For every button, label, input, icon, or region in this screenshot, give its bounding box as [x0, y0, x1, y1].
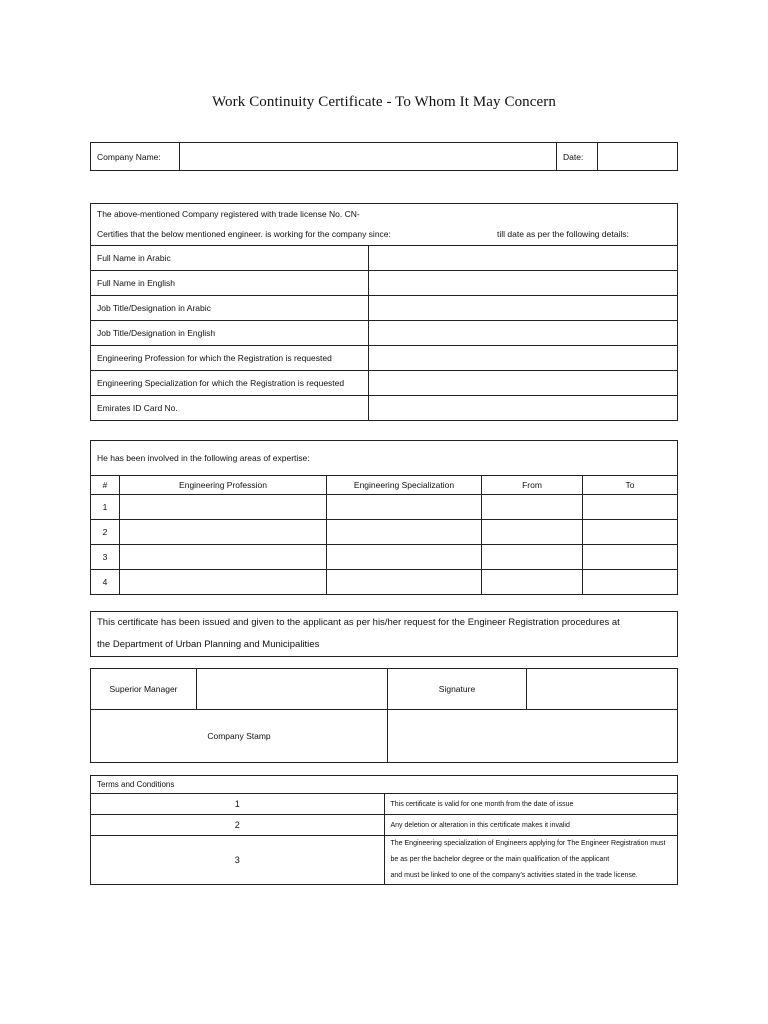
- issued-line-2: the Department of Urban Planning and Municipalities: [97, 639, 320, 650]
- issued-statement: [90, 611, 678, 657]
- specialization-cell[interactable]: [327, 545, 482, 570]
- to-cell[interactable]: [583, 570, 678, 595]
- term-number: 1: [91, 794, 385, 815]
- company-stamp-field[interactable]: [388, 710, 678, 763]
- specialization-cell[interactable]: [327, 520, 482, 545]
- company-name-field[interactable]: [180, 143, 557, 171]
- column-header: #: [91, 476, 120, 495]
- table-row: [91, 815, 678, 836]
- table-row: [91, 321, 678, 346]
- column-header: To: [583, 476, 678, 495]
- expertise-table: [90, 475, 678, 595]
- table-row: [91, 296, 678, 321]
- term-number: 2: [91, 815, 385, 836]
- page-title: Work Continuity Certificate - To Whom It May Concern: [212, 94, 556, 110]
- profession-cell[interactable]: [120, 495, 327, 520]
- profession-cell[interactable]: [120, 545, 327, 570]
- column-header: Engineering Specialization: [327, 476, 482, 495]
- field-input[interactable]: [369, 296, 678, 321]
- field-label: Job Title/Designation in English: [91, 321, 369, 346]
- from-cell[interactable]: [482, 570, 583, 595]
- row-number: 2: [91, 520, 120, 545]
- field-input[interactable]: [369, 271, 678, 296]
- engineer-intro: [90, 203, 678, 246]
- signature-label: Signature: [388, 669, 527, 710]
- field-label: Engineering Specialization for which the Registration is requested: [91, 371, 369, 396]
- company-info-table: [90, 142, 678, 171]
- table-row: [91, 794, 678, 815]
- column-header: From: [482, 476, 583, 495]
- table-row: [91, 669, 678, 710]
- field-input[interactable]: [369, 246, 678, 271]
- expertise-intro-text: He has been involved in the following areas of expertise:: [97, 453, 310, 463]
- table-header-row: [91, 776, 678, 794]
- table-row: [91, 371, 678, 396]
- term-text: This certificate is valid for one month from the date of issue: [384, 794, 678, 815]
- from-cell[interactable]: [482, 495, 583, 520]
- field-input[interactable]: [369, 321, 678, 346]
- expertise-intro: [90, 440, 678, 476]
- terms-heading: Terms and Conditions: [91, 776, 678, 794]
- row-number: 3: [91, 545, 120, 570]
- intro-line-1: The above-mentioned Company registered with trade license No. CN-: [97, 209, 360, 219]
- date-field[interactable]: [598, 143, 678, 171]
- engineer-details-table: [90, 245, 678, 421]
- table-row: [91, 545, 678, 570]
- table-row: [91, 495, 678, 520]
- date-label: Date:: [557, 143, 598, 171]
- table-row: [91, 710, 678, 763]
- term-number: 3: [91, 836, 385, 885]
- specialization-cell[interactable]: [327, 570, 482, 595]
- signature-field[interactable]: [527, 669, 678, 710]
- intro-till-text: till date as per the following details:: [497, 229, 629, 239]
- intro-line-2: Certifies that the below mentioned engineer. is working for the company since:: [97, 229, 391, 239]
- column-header: Engineering Profession: [120, 476, 327, 495]
- field-input[interactable]: [369, 371, 678, 396]
- field-label: Job Title/Designation in Arabic: [91, 296, 369, 321]
- from-cell[interactable]: [482, 545, 583, 570]
- term-text-line-1: The Engineering specialization of Engineers applying for The Engineer Registration must be as per the bachelor degree or the main qualification of the applicant: [390, 840, 666, 863]
- company-name-label: Company Name:: [91, 143, 180, 171]
- field-label: Full Name in Arabic: [91, 246, 369, 271]
- to-cell[interactable]: [583, 545, 678, 570]
- field-label: Emirates ID Card No.: [91, 396, 369, 421]
- term-text: [384, 836, 678, 885]
- profession-cell[interactable]: [120, 520, 327, 545]
- from-cell[interactable]: [482, 520, 583, 545]
- to-cell[interactable]: [583, 520, 678, 545]
- to-cell[interactable]: [583, 495, 678, 520]
- row-number: 4: [91, 570, 120, 595]
- superior-manager-field[interactable]: [197, 669, 388, 710]
- issued-line-1: This certificate has been issued and given to the applicant as per his/her request for the Engineer Registration procedures at: [97, 617, 620, 628]
- field-label: Full Name in English: [91, 271, 369, 296]
- signature-table: [90, 668, 678, 763]
- field-input[interactable]: [369, 346, 678, 371]
- table-row: [91, 271, 678, 296]
- table-row: [91, 346, 678, 371]
- field-label: Engineering Profession for which the Registration is requested: [91, 346, 369, 371]
- superior-manager-label: Superior Manager: [91, 669, 197, 710]
- table-row: [91, 246, 678, 271]
- table-row: [91, 520, 678, 545]
- table-header-row: [91, 476, 678, 495]
- table-row: [91, 570, 678, 595]
- term-text: Any deletion or alteration in this certificate makes it invalid: [384, 815, 678, 836]
- table-row: [91, 836, 678, 885]
- company-stamp-label: Company Stamp: [91, 710, 388, 763]
- row-number: 1: [91, 495, 120, 520]
- terms-table: [90, 775, 678, 885]
- specialization-cell[interactable]: [327, 495, 482, 520]
- field-input[interactable]: [369, 396, 678, 421]
- profession-cell[interactable]: [120, 570, 327, 595]
- table-row: [91, 396, 678, 421]
- term-text-line-2: and must be linked to one of the company's activities stated in the trade license.: [390, 872, 638, 879]
